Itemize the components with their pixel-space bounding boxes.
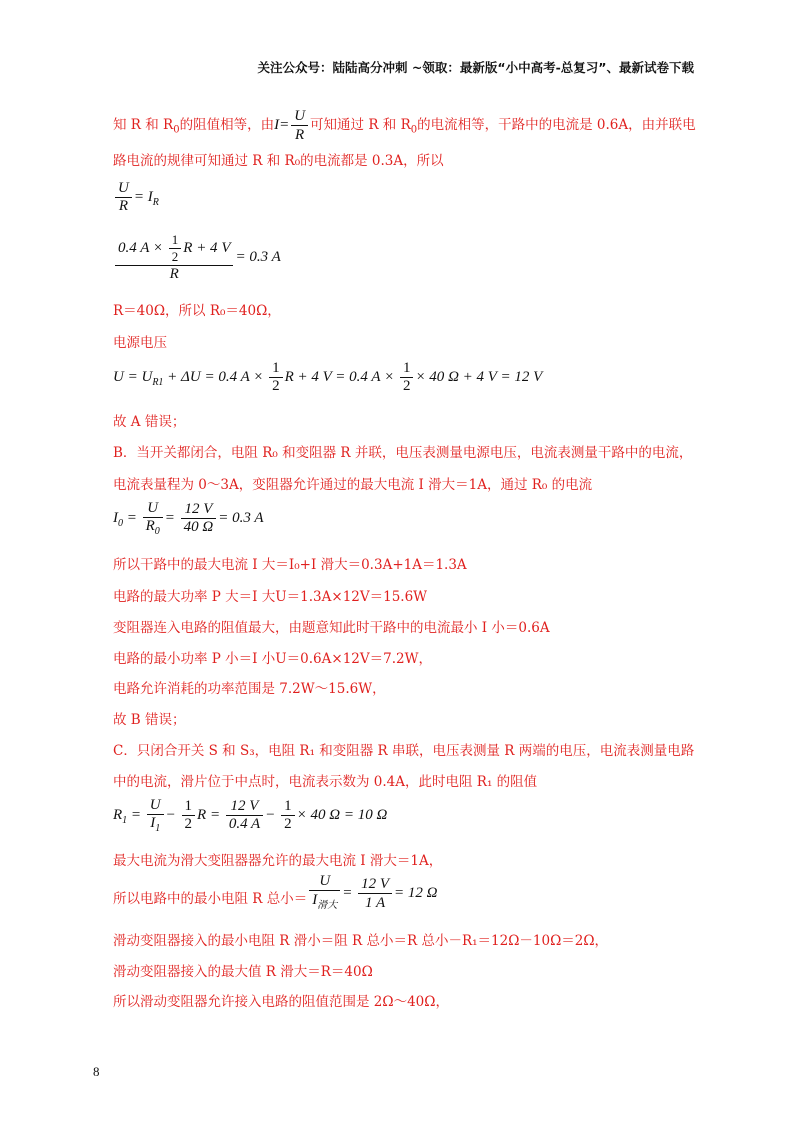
text-line-14: 中的电流，滑片位于中点时，电流表示数为 0.4A，此时电阻 R₁ 的阻值 <box>113 774 538 790</box>
text-line-13: C．只闭合开关 S 和 S₃，电阻 R₁ 和变阻器 R 串联，电压表测量 R 两端的电压，电流表测量电路 <box>113 743 695 759</box>
text-line-7: 所以干路中的最大电流 I 大＝I₀+I 滑大＝0.3A+1A＝1.3A <box>113 557 467 573</box>
text-line-4: 故 A 错误； <box>113 414 186 430</box>
text-line-19: 所以滑动变阻器允许接入电路的阻值范围是 2Ω～40Ω， <box>113 994 449 1010</box>
text-line-1: 路电流的规律可知通过 R 和 R₀的电流都是 0.3A，所以 <box>113 153 444 169</box>
equation-6: $\frac{U}{I_{滑大}}$ = $\frac{12 V}{1 A}$ = 12 Ω <box>307 872 437 915</box>
text-line-16 <box>113 873 438 915</box>
text-line-15: 最大电流为滑大变阻器器允许的最大电流 I 滑大＝1A， <box>113 853 443 869</box>
equation-2: 0.4 A × $\frac{1}{2}$ R + 4 V R = 0.3 A <box>113 232 281 283</box>
page-number: 8 <box>93 1064 100 1079</box>
text-line-12: 故 B 错误； <box>113 712 186 728</box>
equation-1: $\frac{U}{R}$ = $I_R$ <box>113 180 159 215</box>
line-0-text: 知 R 和 $R_0$的阻值相等，由 <box>113 116 275 136</box>
text-line-18: 滑动变阻器接入的最大值 R 滑大＝R＝40Ω <box>113 964 373 980</box>
text-line-5: B．当开关都闭合，电阻 R₀ 和变阻器 R 并联，电压表测量电源电压，电流表测量干路中的电流， <box>113 445 693 461</box>
text-line-3: 电源电压 <box>113 335 167 351</box>
equation-4: $I_0$ = $\frac{U}{R_0}$ = $\frac{12 V}{40 \Omega}$ = 0.3 A <box>113 500 264 537</box>
text-line-6: 电流表量程为 0～3A，变阻器允许通过的最大电流 I 滑大＝1A，通过 R₀ 的电流 <box>113 477 593 493</box>
equation-5: $R_1$ = $\frac{U}{I_1}$ − $\frac{1}{2}$ R = $\frac{12 V}{0.4 A}$ − $\frac{1}{2}$ × 40 Ω = 10 Ω <box>113 797 388 834</box>
text-line-9: 变阻器连入电路的阻值最大，由题意知此时干路中的电流最小 I 小＝0.6A <box>113 620 550 636</box>
text-line-10: 电路的最小功率 P 小＝I 小U＝0.6A×12V＝7.2W， <box>113 651 432 667</box>
page-header: 关注公众号：陆陆高分冲刺 ~领取：最新版“小中高考-总复习”、最新试卷下载 <box>257 60 694 75</box>
line-16-text: 所以电路中的最小电阻 R 总小＝ <box>113 891 308 907</box>
text-line-0: 知 R 和 $R_0$的阻值相等，由I= $\frac{U}{R}$ 可知通过 R 和 $R_0$的电流相等，干路中的电流是 0.6A，由并联电 <box>113 108 696 143</box>
text-line-11: 电路允许消耗的功率范围是 7.2W～15.6W， <box>113 681 386 697</box>
text-line-17: 滑动变阻器接入的最小电阻 R 滑小＝阻 R 总小＝R 总小－R₁＝12Ω－10Ω＝2Ω， <box>113 933 609 949</box>
inline-eq-ohm: I= $\frac{U}{R}$ <box>274 117 310 133</box>
text-line-2: R＝40Ω，所以 R₀＝40Ω， <box>113 303 281 319</box>
equation-3: $U = U_{R1} + \Delta U = 0.4$ A × $\frac{1}{2}$ R + 4 V = 0.4 A × $\frac{1}{2}$ × 40 Ω + 4 V = 12 V <box>113 360 543 394</box>
text-line-8: 电路的最大功率 P 大＝I 大U＝1.3A×12V＝15.6W <box>113 589 428 605</box>
